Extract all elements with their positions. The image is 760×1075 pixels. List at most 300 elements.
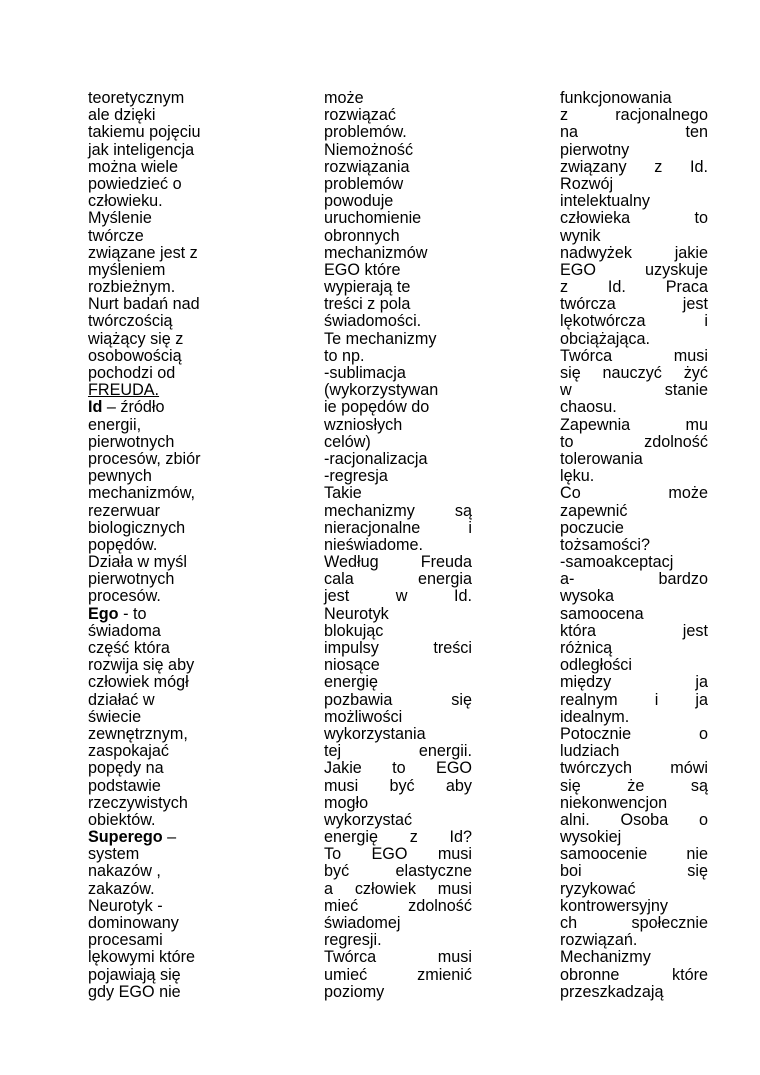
text-run: obronnych bbox=[324, 226, 400, 245]
text-run: procesów, zbiór bbox=[88, 449, 201, 468]
text-line bbox=[560, 485, 708, 502]
text-run: część która bbox=[88, 639, 170, 657]
text-run: osobowością bbox=[88, 346, 182, 365]
text-line bbox=[324, 554, 472, 571]
text-line bbox=[560, 210, 708, 227]
text-line bbox=[88, 657, 236, 674]
text-run: energii, bbox=[88, 415, 142, 434]
text-run: Potocznie o bbox=[560, 724, 708, 743]
text-run: rozwiązania bbox=[324, 157, 410, 176]
text-run: świadomości. bbox=[324, 312, 422, 331]
text-line bbox=[324, 262, 472, 279]
text-line bbox=[560, 571, 708, 588]
text-run: tożsamości? bbox=[560, 535, 650, 554]
text-line bbox=[324, 778, 472, 795]
text-run: świecie bbox=[88, 707, 142, 726]
text-run: myśleniem bbox=[88, 260, 166, 279]
text-run: pochodzi od bbox=[88, 364, 176, 382]
text-run: Te mechanizmy bbox=[324, 329, 437, 348]
text-run: zakazów. bbox=[88, 879, 155, 898]
text-line bbox=[324, 296, 472, 313]
text-line bbox=[88, 382, 236, 399]
text-line bbox=[88, 674, 236, 691]
text-run: to zdolność bbox=[560, 432, 708, 451]
text-run: z racjonalnego bbox=[560, 106, 708, 125]
text-run: lęku. bbox=[560, 467, 595, 486]
text-run: EGO uzyskuje bbox=[560, 260, 708, 279]
text-run: w stanie bbox=[560, 381, 708, 400]
text-run: Niemożność bbox=[324, 140, 414, 159]
text-run: alni. Osoba o bbox=[560, 810, 708, 829]
text-line bbox=[88, 245, 236, 262]
text-line bbox=[560, 657, 708, 674]
text-line bbox=[324, 434, 472, 451]
text-line bbox=[88, 588, 236, 605]
text-line bbox=[560, 984, 708, 1001]
text-run: pierwotny bbox=[560, 140, 630, 159]
text-line bbox=[560, 554, 708, 571]
text-run: EGO które bbox=[324, 260, 401, 279]
text-run: wypierają te bbox=[324, 278, 411, 297]
text-run: -samoakceptacj bbox=[560, 553, 674, 572]
text-line bbox=[88, 726, 236, 743]
text-run: – bbox=[162, 828, 177, 847]
text-line bbox=[560, 898, 708, 915]
text-run: realnym i ja bbox=[560, 690, 708, 709]
text-line bbox=[324, 348, 472, 365]
text-run: takiemu pojęciu bbox=[88, 123, 201, 142]
text-run: procesów. bbox=[88, 587, 161, 606]
text-run: nakazów , bbox=[88, 862, 161, 881]
text-line bbox=[560, 142, 708, 159]
text-line bbox=[324, 245, 472, 262]
text-run: lękowymi które bbox=[88, 948, 196, 967]
text-run: (wykorzystywan bbox=[324, 381, 439, 400]
text-line bbox=[324, 984, 472, 1001]
text-line bbox=[88, 228, 236, 245]
text-line bbox=[88, 107, 236, 124]
text-line bbox=[324, 142, 472, 159]
text-line bbox=[324, 503, 472, 520]
text-line bbox=[560, 262, 708, 279]
text-run: – źródło bbox=[102, 398, 165, 417]
text-line bbox=[324, 520, 472, 537]
text-line bbox=[560, 709, 708, 726]
text-line bbox=[88, 692, 236, 709]
text-run: między ja bbox=[560, 673, 708, 692]
text-line bbox=[560, 726, 708, 743]
text-run: zaspokajać bbox=[88, 742, 169, 761]
text-line bbox=[324, 159, 472, 176]
text-line bbox=[88, 812, 236, 829]
text-run: gdy EGO nie bbox=[88, 982, 181, 1001]
text-run: wysoka bbox=[560, 587, 614, 606]
text-run: Mechanizmy bbox=[560, 948, 651, 967]
text-line bbox=[560, 348, 708, 365]
text-line bbox=[88, 90, 236, 107]
text-line bbox=[560, 967, 708, 984]
text-run: jest w Id. bbox=[324, 587, 472, 606]
text-run: na ten bbox=[560, 123, 708, 142]
text-run: wynik bbox=[560, 226, 601, 245]
text-line bbox=[560, 795, 708, 812]
text-run: powiedzieć o bbox=[88, 174, 182, 193]
text-run: tej energii. bbox=[324, 742, 472, 761]
text-line bbox=[560, 932, 708, 949]
text-line bbox=[560, 468, 708, 485]
text-run: system bbox=[88, 845, 140, 864]
text-run: rozwiązań. bbox=[560, 931, 638, 950]
text-line bbox=[88, 210, 236, 227]
text-line bbox=[88, 124, 236, 141]
text-line bbox=[324, 898, 472, 915]
text-line bbox=[560, 881, 708, 898]
columns-wrap bbox=[88, 90, 708, 1001]
text-line bbox=[324, 571, 472, 588]
text-run: procesami bbox=[88, 931, 163, 950]
text-run: popędów. bbox=[88, 535, 158, 554]
text-line bbox=[560, 365, 708, 382]
text-line bbox=[560, 434, 708, 451]
text-line bbox=[88, 434, 236, 451]
text-line bbox=[324, 124, 472, 141]
text-run: energię bbox=[324, 673, 379, 692]
text-run: -regresja bbox=[324, 467, 388, 486]
text-run: poczucie bbox=[560, 518, 624, 537]
text-run: Zapewnia mu bbox=[560, 415, 708, 434]
text-line bbox=[560, 812, 708, 829]
text-run: rozwiązać bbox=[324, 106, 396, 125]
text-run: mechanizmów, bbox=[88, 484, 196, 503]
text-run: cala energia bbox=[324, 570, 472, 589]
text-line bbox=[560, 623, 708, 640]
text-run: pierwotnych bbox=[88, 570, 175, 589]
text-line bbox=[324, 382, 472, 399]
text-line bbox=[88, 795, 236, 812]
text-line bbox=[88, 331, 236, 348]
text-run: twórcza jest bbox=[560, 295, 708, 314]
text-run: wysokiej bbox=[560, 828, 622, 847]
text-line bbox=[560, 296, 708, 313]
text-run: wzniosłych bbox=[324, 415, 403, 434]
text-run: wykorzystać bbox=[324, 810, 413, 829]
text-line bbox=[324, 313, 472, 330]
text-line bbox=[324, 829, 472, 846]
text-line bbox=[88, 503, 236, 520]
text-line bbox=[560, 520, 708, 537]
text-line bbox=[560, 193, 708, 210]
text-line bbox=[88, 313, 236, 330]
text-run: świadoma bbox=[88, 621, 161, 640]
text-line bbox=[560, 176, 708, 193]
text-run: intelektualny bbox=[560, 192, 650, 211]
text-run: podstawie bbox=[88, 776, 161, 795]
text-line bbox=[560, 692, 708, 709]
bold-text: Ego bbox=[88, 604, 119, 623]
text-run: celów) bbox=[324, 432, 371, 451]
text-line bbox=[324, 760, 472, 777]
text-column-1 bbox=[88, 90, 236, 1001]
text-line bbox=[324, 451, 472, 468]
text-line bbox=[560, 915, 708, 932]
text-run: mechanizmów bbox=[324, 243, 428, 262]
text-line bbox=[324, 193, 472, 210]
bold-text: Superego bbox=[88, 828, 163, 847]
text-line bbox=[88, 485, 236, 502]
text-run: ryzykować bbox=[560, 879, 636, 898]
text-run: nadwyżek jakie bbox=[560, 243, 708, 262]
text-line bbox=[324, 279, 472, 296]
text-line bbox=[560, 159, 708, 176]
text-line bbox=[324, 812, 472, 829]
text-line bbox=[88, 279, 236, 296]
text-line bbox=[324, 709, 472, 726]
text-run: wykorzystania bbox=[324, 724, 426, 743]
text-run: Takie bbox=[324, 484, 362, 503]
text-line bbox=[324, 399, 472, 416]
text-line bbox=[560, 760, 708, 777]
text-line bbox=[324, 331, 472, 348]
text-line bbox=[88, 554, 236, 571]
text-line bbox=[324, 967, 472, 984]
text-line bbox=[88, 778, 236, 795]
text-run: człowieku. bbox=[88, 192, 163, 211]
text-run: a- bardzo bbox=[560, 570, 708, 589]
text-line bbox=[560, 107, 708, 124]
text-line bbox=[88, 176, 236, 193]
text-line bbox=[88, 623, 236, 640]
text-run: Działa w myśl bbox=[88, 553, 187, 572]
text-run: -sublimacja bbox=[324, 364, 406, 382]
text-run: musi być aby bbox=[324, 776, 472, 795]
text-line bbox=[88, 915, 236, 932]
text-run: poziomy bbox=[324, 982, 385, 1001]
text-run: pojawiają się bbox=[88, 965, 181, 984]
text-line bbox=[324, 743, 472, 760]
text-line bbox=[88, 743, 236, 760]
text-line bbox=[88, 468, 236, 485]
text-line bbox=[560, 228, 708, 245]
text-line bbox=[88, 829, 236, 846]
text-run: Neurotyk bbox=[324, 604, 389, 623]
text-run: pewnych bbox=[88, 467, 152, 486]
text-line bbox=[324, 863, 472, 880]
text-line bbox=[324, 468, 472, 485]
text-line bbox=[560, 829, 708, 846]
text-line bbox=[560, 124, 708, 141]
text-line bbox=[324, 640, 472, 657]
text-run: związane jest z bbox=[88, 243, 198, 262]
text-line bbox=[560, 778, 708, 795]
text-line bbox=[88, 348, 236, 365]
text-run: a człowiek musi bbox=[324, 879, 472, 898]
text-run: samoocenie nie bbox=[560, 845, 708, 864]
text-column-2 bbox=[324, 90, 472, 1001]
text-line bbox=[324, 692, 472, 709]
text-line bbox=[560, 313, 708, 330]
text-run: z Id. Praca bbox=[560, 278, 708, 297]
text-run: która jest bbox=[560, 621, 708, 640]
text-line bbox=[88, 984, 236, 1001]
text-run: Twórca musi bbox=[560, 346, 708, 365]
text-run: twórcze bbox=[88, 226, 144, 245]
text-line bbox=[560, 90, 708, 107]
text-line bbox=[560, 537, 708, 554]
text-line bbox=[88, 520, 236, 537]
text-run: twórczością bbox=[88, 312, 173, 331]
text-run: może bbox=[324, 89, 364, 107]
text-run: biologicznych bbox=[88, 518, 186, 537]
text-run: blokując bbox=[324, 621, 384, 640]
text-run: Myślenie bbox=[88, 209, 152, 228]
text-line bbox=[324, 485, 472, 502]
text-run: ludziach bbox=[560, 742, 620, 761]
text-line bbox=[324, 657, 472, 674]
text-line bbox=[560, 382, 708, 399]
text-run: mechanizmy są bbox=[324, 501, 472, 520]
text-line bbox=[324, 228, 472, 245]
text-line bbox=[324, 107, 472, 124]
text-run: Według Freuda bbox=[324, 553, 472, 572]
text-line bbox=[324, 846, 472, 863]
text-run: obiektów. bbox=[88, 810, 156, 829]
text-line bbox=[560, 846, 708, 863]
text-run: niosące bbox=[324, 656, 380, 675]
text-run: idealnym. bbox=[560, 707, 630, 726]
text-line bbox=[88, 846, 236, 863]
text-line bbox=[560, 640, 708, 657]
text-run: To EGO musi bbox=[324, 845, 472, 864]
text-line bbox=[324, 90, 472, 107]
text-run: jak inteligencja bbox=[88, 140, 195, 159]
text-run: samoocena bbox=[560, 604, 644, 623]
text-run: odległości bbox=[560, 656, 632, 675]
text-run: się że są bbox=[560, 776, 708, 795]
text-line bbox=[324, 365, 472, 382]
text-run: lękotwórcza i bbox=[560, 312, 708, 331]
text-run: - to bbox=[118, 604, 147, 623]
text-run: energię z Id? bbox=[324, 828, 472, 847]
text-run: to np. bbox=[324, 346, 365, 365]
text-run: różnicą bbox=[560, 639, 613, 657]
text-run: związany z Id. bbox=[560, 157, 708, 176]
text-run: można wiele bbox=[88, 157, 178, 176]
text-run: rozbieżnym. bbox=[88, 278, 176, 297]
text-run: uruchomienie bbox=[324, 209, 422, 228]
text-run: dominowany bbox=[88, 914, 179, 932]
text-line bbox=[324, 606, 472, 623]
text-line bbox=[560, 279, 708, 296]
text-line bbox=[88, 863, 236, 880]
text-run: działać w bbox=[88, 690, 155, 709]
text-run: rozwija się aby bbox=[88, 656, 195, 675]
text-run: treści z pola bbox=[324, 295, 411, 314]
text-line bbox=[560, 743, 708, 760]
text-line bbox=[560, 949, 708, 966]
text-line bbox=[324, 588, 472, 605]
text-run: kontrowersyjny bbox=[560, 896, 668, 915]
text-line bbox=[560, 503, 708, 520]
text-run: regresji. bbox=[324, 931, 382, 950]
text-line bbox=[88, 399, 236, 416]
text-line bbox=[88, 142, 236, 159]
text-run: mogło bbox=[324, 793, 369, 812]
text-run: rezerwuar bbox=[88, 501, 160, 520]
text-run: przeszkadzają bbox=[560, 982, 664, 1001]
text-run: wiążący się z bbox=[88, 329, 184, 348]
text-line bbox=[88, 760, 236, 777]
text-run: boi się bbox=[560, 862, 708, 881]
text-line bbox=[88, 949, 236, 966]
text-line bbox=[88, 571, 236, 588]
text-run: rzeczywistych bbox=[88, 793, 188, 812]
text-run: Rozwój bbox=[560, 174, 614, 193]
text-line bbox=[324, 417, 472, 434]
text-line bbox=[324, 881, 472, 898]
text-line bbox=[88, 365, 236, 382]
text-line bbox=[88, 932, 236, 949]
text-run: nieświadome. bbox=[324, 535, 423, 554]
text-run: Co może bbox=[560, 484, 708, 503]
text-run: Twórca musi bbox=[324, 948, 472, 967]
text-run: popędy na bbox=[88, 759, 164, 778]
text-run: zapewnić bbox=[560, 501, 628, 520]
text-line bbox=[560, 331, 708, 348]
text-line bbox=[560, 399, 708, 416]
text-run: impulsy treści bbox=[324, 639, 472, 657]
text-run: twórczych mówi bbox=[560, 759, 708, 778]
text-line bbox=[88, 417, 236, 434]
text-run: pierwotnych bbox=[88, 432, 175, 451]
text-line bbox=[88, 881, 236, 898]
text-run: chaosu. bbox=[560, 398, 617, 417]
text-line bbox=[324, 915, 472, 932]
text-line bbox=[560, 245, 708, 262]
text-line bbox=[324, 726, 472, 743]
text-run: pozbawia się bbox=[324, 690, 472, 709]
text-line bbox=[88, 967, 236, 984]
text-run: człowiek mógł bbox=[88, 673, 189, 692]
text-line bbox=[88, 451, 236, 468]
text-run: świadomej bbox=[324, 914, 401, 932]
text-run: obronne które bbox=[560, 965, 708, 984]
text-run: Jakie to EGO bbox=[324, 759, 472, 778]
text-line bbox=[560, 588, 708, 605]
text-line bbox=[324, 623, 472, 640]
text-line bbox=[324, 210, 472, 227]
text-run: problemów bbox=[324, 174, 404, 193]
text-run: funkcjonowania bbox=[560, 89, 672, 107]
text-run: umieć zmienić bbox=[324, 965, 472, 984]
text-line bbox=[560, 674, 708, 691]
text-run: być elastyczne bbox=[324, 862, 472, 881]
text-run: Neurotyk - bbox=[88, 896, 163, 915]
bold-text: Id bbox=[88, 398, 103, 417]
text-run: możliwości bbox=[324, 707, 403, 726]
text-run: nieracjonalne i bbox=[324, 518, 472, 537]
text-line bbox=[324, 932, 472, 949]
text-line bbox=[88, 262, 236, 279]
text-line bbox=[324, 949, 472, 966]
text-run: niekonwencjon bbox=[560, 793, 668, 812]
text-line bbox=[88, 606, 236, 623]
text-line bbox=[560, 863, 708, 880]
text-line bbox=[324, 176, 472, 193]
text-run: mieć zdolność bbox=[324, 896, 472, 915]
text-line bbox=[88, 537, 236, 554]
text-line bbox=[88, 898, 236, 915]
text-line bbox=[88, 709, 236, 726]
